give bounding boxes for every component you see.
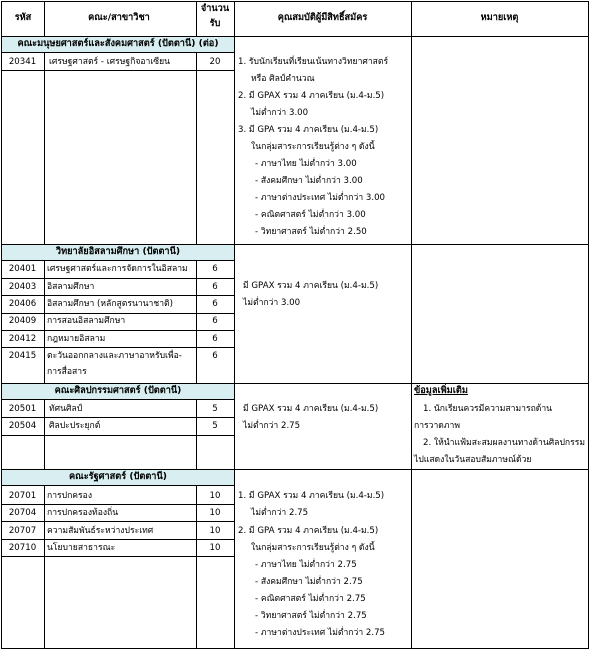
qualification-line: 2. มี GPA รวม 4 ภาคเรียน (ม.4-ม.5) [238, 526, 379, 536]
remark-line: 2. ให้นำแฟ้มสะสมผลงานทางด้านศิลปกรรม [423, 438, 585, 448]
row-divider [1, 485, 235, 486]
row-divider [1, 36, 589, 37]
qualification-line: - คณิตศาสตร์ ไม่ต่ำกว่า 3.00 [255, 210, 366, 220]
program-name: อิสลามศึกษา (หลักสูตรนานาชาติ) [47, 299, 173, 309]
remark-line: การวาดภาพ [414, 421, 461, 431]
qualification-line: มี GPAX รวม 4 ภาคเรียน (ม.4-ม.5) [243, 281, 379, 291]
section-title: คณะมนุษยศาสตร์และสังคมศาสตร์ (ปัตตานี) (ต่อ) [17, 38, 219, 49]
program-name: การปกครองท้องถิ่น [47, 508, 119, 518]
qualification-line: 3. มี GPA รวม 4 ภาคเรียน (ม.4-ม.5) [238, 125, 379, 135]
row-divider [1, 52, 235, 53]
qualification-line: - สังคมศึกษา ไม่ต่ำกว่า 3.00 [255, 176, 363, 186]
column-divider [44, 52, 45, 244]
program-intake: 5 [212, 421, 218, 431]
row-divider [1, 244, 589, 245]
section-title: วิทยาลัยอิสลามศึกษา (ปัตตานี) [55, 246, 181, 257]
column-divider [196, 1, 197, 36]
qualification-line: ในกลุ่มสาระการเรียนรู้ต่าง ๆ ดังนี้ [251, 543, 375, 553]
program-code: 20403 [8, 282, 37, 292]
program-name: การปกครอง [47, 491, 93, 501]
column-divider [44, 399, 45, 469]
qualification-line: - ภาษาต่างประเทศ ไม่ต่ำกว่า 3.00 [255, 193, 386, 203]
qualification-line: - วิทยาศาสตร์ ไม่ต่ำกว่า 2.50 [255, 227, 367, 237]
program-name: การสอนอิสลามศึกษา [47, 316, 126, 326]
section-title: คณะรัฐศาสตร์ (ปัตตานี) [69, 471, 167, 482]
program-code: 20704 [8, 508, 37, 518]
qualification-line: มี GPAX รวม 4 ภาคเรียน (ม.4-ม.5) [243, 404, 379, 414]
program-name: ศิลปะประยุกต์ [49, 421, 101, 431]
row-divider [1, 347, 235, 348]
qualification-line: ไม่ต่ำกว่า 3.00 [243, 298, 301, 308]
program-name: ทัศนศิลป์ [49, 404, 83, 414]
program-code: 20415 [8, 351, 37, 361]
qualification-line: หรือ ศิลป์คำนวณ [251, 74, 315, 84]
table-border [1, 1, 589, 2]
program-name: ความสัมพันธ์ระหว่างประเทศ [47, 526, 154, 536]
row-divider [1, 417, 235, 418]
program-intake: 10 [209, 508, 221, 518]
row-divider [1, 70, 235, 71]
program-code: 20401 [8, 264, 37, 274]
qualification-line: ไม่ต่ำกว่า 2.75 [243, 421, 301, 431]
qualification-line: 1. มี GPAX รวม 4 ภาคเรียน (ม.4-ม.5) [238, 491, 385, 501]
program-intake: 6 [212, 299, 218, 309]
qualification-line: - ภาษาไทย ไม่ต่ำกว่า 3.00 [255, 159, 357, 169]
qualification-line: ในกลุ่มสาระการเรียนรู้ต่าง ๆ ดังนี้ [251, 142, 375, 152]
row-divider [1, 435, 235, 436]
row-divider [1, 556, 235, 557]
row-divider [1, 260, 235, 261]
row-divider [1, 521, 235, 522]
column-divider [411, 1, 412, 649]
column-divider [196, 399, 197, 469]
qualification-line: - คณิตศาสตร์ ไม่ต่ำกว่า 2.75 [255, 594, 366, 604]
program-intake: 20 [209, 57, 221, 67]
table-border [1, 1, 2, 649]
program-name: เศรษฐศาสตร์และการจัดการในอิสลาม [47, 264, 188, 274]
qualification-line: ไม่ต่ำกว่า 3.00 [251, 108, 309, 118]
qualification-line: - ภาษาไทย ไม่ต่ำกว่า 2.75 [255, 560, 357, 570]
row-divider [1, 383, 589, 384]
program-code: 20710 [8, 543, 37, 553]
program-name: ตะวันออกกลางและภาษาอาหรับเพื่อ- [47, 351, 182, 361]
qualification-line: - วิทยาศาสตร์ ไม่ต่ำกว่า 2.75 [255, 611, 367, 621]
row-divider [1, 313, 235, 314]
program-intake: 5 [212, 404, 218, 414]
remark-line: ไปแสดงในวันสอบสัมภาษณ์ด้วย [414, 455, 532, 465]
program-code: 20501 [8, 404, 37, 414]
header-faculty: คณะ/สาขาวิชา [88, 12, 150, 23]
header-remarks: หมายเหตุ [480, 12, 519, 23]
qualification-line: 2. มี GPAX รวม 4 ภาคเรียน (ม.4-ม.5) [238, 91, 385, 101]
program-intake: 6 [212, 316, 218, 326]
column-divider [196, 52, 197, 244]
program-code: 20707 [8, 526, 37, 536]
qualification-line: - สังคมศึกษา ไม่ต่ำกว่า 2.75 [255, 577, 363, 587]
qualification-line: - ภาษาต่างประเทศ ไม่ต่ำกว่า 2.75 [255, 628, 386, 638]
column-divider [196, 485, 197, 649]
program-name: อิสลามศึกษา [47, 282, 95, 292]
program-intake: 6 [212, 282, 218, 292]
header-qualifications: คุณสมบัติผู้มีสิทธิ์สมัคร [277, 12, 368, 23]
program-name: นโยบายสาธารณะ [47, 543, 116, 553]
section-title: คณะศิลปกรรมศาสตร์ (ปัตตานี) [54, 385, 182, 396]
column-divider [44, 485, 45, 649]
header-intake: รับ [209, 18, 221, 29]
row-divider [1, 539, 235, 540]
qualification-line: ไม่ต่ำกว่า 2.75 [251, 508, 309, 518]
program-intake: 6 [212, 264, 218, 274]
program-name: การสื่อสาร [47, 367, 87, 377]
program-name: เศรษฐศาสตร์ - เศรษฐกิจอาเซียน [49, 57, 171, 67]
program-code: 20406 [8, 299, 37, 309]
program-intake: 10 [209, 491, 221, 501]
row-divider [1, 278, 235, 279]
program-intake: 6 [212, 334, 218, 344]
row-divider [1, 295, 235, 296]
program-intake: 10 [209, 526, 221, 536]
program-intake: 10 [209, 543, 221, 553]
program-code: 20504 [8, 421, 37, 431]
row-divider [1, 330, 235, 331]
program-code: 20341 [8, 57, 37, 67]
program-intake: 6 [212, 351, 218, 361]
table-border [588, 1, 589, 649]
header-code: รหัส [14, 12, 32, 23]
program-code: 20701 [8, 491, 37, 501]
column-divider [234, 1, 235, 649]
program-name: กฎหมายอิสลาม [47, 334, 106, 344]
qualification-line: 1. รับนักเรียนที่เรียนเน้นทางวิทยาศาสตร์ [238, 57, 389, 67]
row-divider [1, 504, 235, 505]
program-code: 20412 [8, 334, 37, 344]
program-code: 20409 [8, 316, 37, 326]
remarks-title: ข้อมูลเพิ่มเติม [414, 385, 468, 396]
header-intake: จำนวน [200, 3, 230, 14]
table-border [1, 648, 589, 649]
row-divider [1, 399, 235, 400]
column-divider [44, 1, 45, 36]
row-divider [1, 469, 589, 470]
remark-line: 1. นักเรียนควรมีความสามารถด้าน [423, 404, 553, 414]
